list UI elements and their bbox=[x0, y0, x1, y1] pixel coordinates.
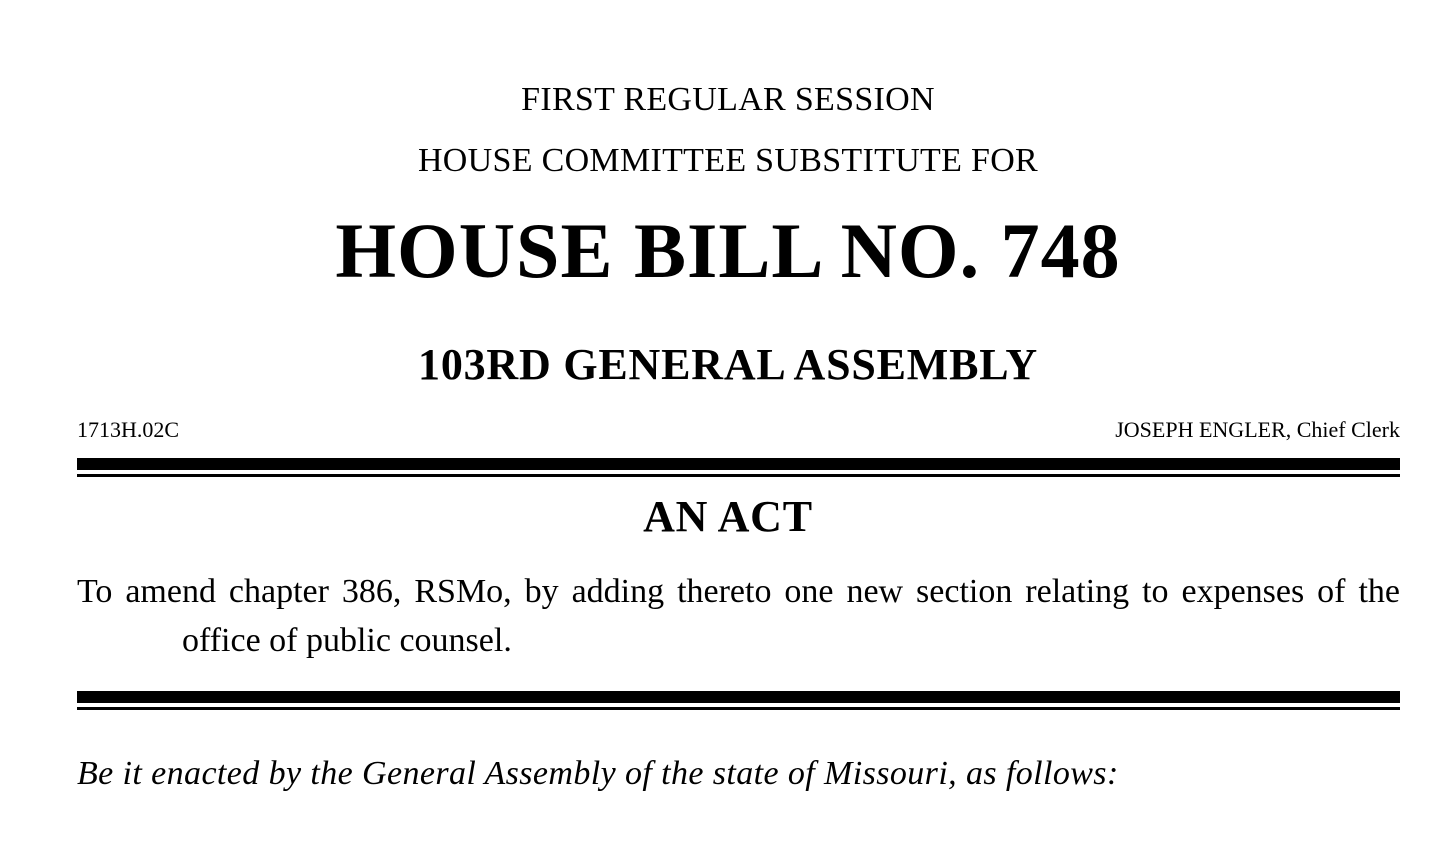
session-line: FIRST REGULAR SESSION bbox=[521, 81, 935, 118]
top-thin-rule bbox=[77, 474, 1400, 477]
meta-row bbox=[77, 416, 1400, 444]
top-thick-rule bbox=[77, 458, 1400, 470]
document-code: 1713H.02C bbox=[77, 417, 180, 442]
act-heading: AN ACT bbox=[643, 492, 813, 541]
enacting-clause: Be it enacted by the General Assembly of the state of Missouri, as follows: bbox=[77, 755, 1119, 792]
act-title-line-1: To amend chapter 386, RSMo, by adding thereto one new section relating to expenses of the bbox=[77, 573, 1400, 610]
chief-clerk: JOSEPH ENGLER, Chief Clerk bbox=[1115, 417, 1400, 442]
bottom-thin-rule bbox=[77, 707, 1400, 710]
act-title-line-2: office of public counsel. bbox=[182, 622, 512, 659]
act-title-text bbox=[77, 567, 1400, 665]
bill-title: HOUSE BILL NO. 748 bbox=[335, 207, 1121, 294]
committee-substitute-line: HOUSE COMMITTEE SUBSTITUTE FOR bbox=[417, 142, 1039, 179]
general-assembly-line: 103RD GENERAL ASSEMBLY bbox=[418, 340, 1038, 389]
bottom-thick-rule bbox=[77, 691, 1400, 703]
